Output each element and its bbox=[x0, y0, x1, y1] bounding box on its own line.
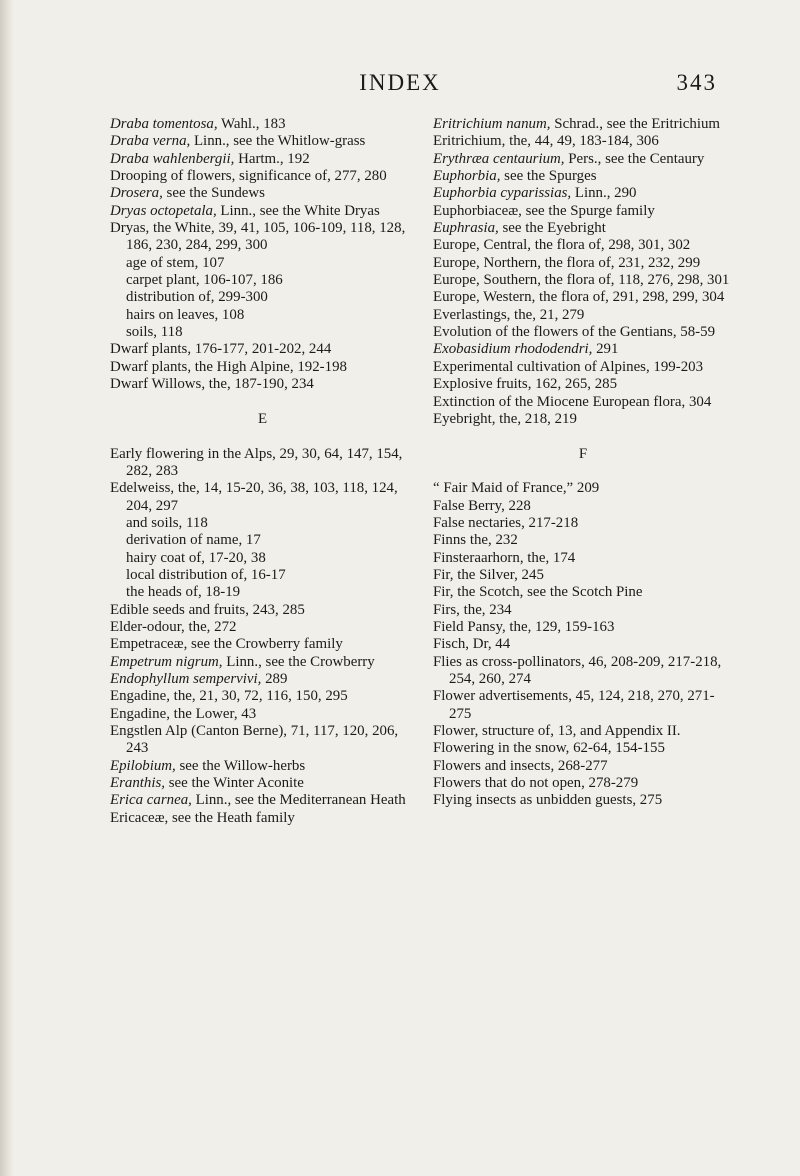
page-number: 343 bbox=[676, 70, 717, 95]
index-entry bbox=[433, 550, 733, 567]
entry-text: Linn., see the Whitlow-grass bbox=[190, 133, 366, 150]
entry-text: Evolution of the flowers of the Gentians, 58-59 bbox=[433, 324, 716, 341]
index-column-left bbox=[110, 116, 415, 827]
index-entry bbox=[433, 636, 733, 653]
entry-text: age of stem, 107 bbox=[126, 254, 225, 271]
entry-text: Ericaceæ, see the Heath family bbox=[110, 809, 295, 826]
index-entry bbox=[433, 394, 733, 411]
index-entry bbox=[433, 792, 733, 809]
entry-text: Early flowering in the Alps, 29, 30, 64, 147, 154, 282, 283 bbox=[110, 445, 403, 479]
index-subentry bbox=[110, 584, 415, 601]
index-entry bbox=[433, 619, 733, 636]
index-entry bbox=[433, 116, 733, 133]
entry-latin-name: Epilobium, bbox=[110, 757, 176, 774]
index-entry bbox=[110, 446, 415, 481]
entry-text: see the Sundews bbox=[162, 185, 265, 202]
entry-text: Europe, Western, the flora of, 291, 298, 299, 304 bbox=[433, 289, 725, 306]
index-entry bbox=[433, 168, 733, 185]
entry-text: Explosive fruits, 162, 265, 285 bbox=[433, 376, 618, 393]
entry-latin-name: Exobasidium rhododendri, bbox=[433, 341, 593, 358]
entry-text: soils, 118 bbox=[126, 324, 183, 341]
entry-text: Firs, the, 234 bbox=[433, 601, 512, 618]
entry-text: Europe, Northern, the flora of, 231, 232, 299 bbox=[433, 254, 701, 271]
index-entry bbox=[433, 688, 733, 723]
index-entry bbox=[110, 636, 415, 653]
entry-text: False Berry, 228 bbox=[433, 497, 531, 514]
index-entry bbox=[110, 341, 415, 358]
entry-text: Eyebright, the, 218, 219 bbox=[433, 410, 577, 427]
page-binding-shadow bbox=[0, 0, 14, 1176]
index-entry bbox=[110, 723, 415, 758]
entry-text: the heads of, 18-19 bbox=[126, 584, 241, 601]
spacer bbox=[433, 463, 733, 480]
entry-text: Schrad., see the Eritrichium bbox=[550, 116, 721, 132]
spacer bbox=[110, 428, 415, 445]
index-entry bbox=[433, 567, 733, 584]
index-subentry bbox=[110, 324, 415, 341]
entry-latin-name: Draba verna, bbox=[110, 133, 191, 150]
index-entry bbox=[110, 220, 415, 255]
entry-text: see the Spurges bbox=[500, 168, 597, 185]
index-entry bbox=[433, 775, 733, 792]
index-entry bbox=[110, 775, 415, 792]
entry-text: see the Willow-herbs bbox=[175, 757, 306, 774]
index-entry bbox=[433, 740, 733, 757]
entry-latin-name: Euphorbia, bbox=[433, 168, 501, 185]
entry-text: Dryas, the White, 39, 41, 105, 106-109, 118, 128, 186, 230, 284, 299, 300 bbox=[110, 220, 406, 254]
entry-text: Fir, the Silver, 245 bbox=[433, 566, 544, 583]
entry-text: False nectaries, 217-218 bbox=[433, 514, 579, 531]
entry-text: 289 bbox=[261, 671, 288, 687]
entry-latin-name: Erica carnea, bbox=[110, 792, 192, 809]
entry-text: Everlastings, the, 21, 279 bbox=[433, 306, 585, 323]
entry-text: Flowers and insects, 268-277 bbox=[433, 757, 608, 774]
index-entry bbox=[110, 654, 415, 671]
entry-text: distribution of, 299-300 bbox=[126, 289, 268, 306]
index-subentry bbox=[110, 532, 415, 549]
entry-text: Fisch, Dr, 44 bbox=[433, 636, 511, 653]
entry-text: Flower, structure of, 13, and Appendix II. bbox=[433, 723, 681, 740]
section-letter: F bbox=[578, 445, 588, 462]
entry-text: Extinction of the Miocene European flora, 304 bbox=[433, 393, 712, 410]
entry-text: Linn., see the Mediterranean Heath bbox=[191, 792, 406, 809]
index-entry bbox=[110, 706, 415, 723]
index-entry bbox=[433, 133, 733, 150]
index-entry bbox=[110, 480, 415, 515]
index-entry bbox=[433, 307, 733, 324]
entry-text: Wahl., 183 bbox=[217, 116, 286, 132]
index-subentry bbox=[110, 272, 415, 289]
entry-text: hairy coat of, 17-20, 38 bbox=[126, 549, 266, 566]
entry-text: see the Eyebright bbox=[498, 220, 606, 237]
entry-latin-name: Eritrichium nanum, bbox=[433, 116, 551, 132]
entry-text: Flies as cross-pollinators, 46, 208-209, 217-218, 254, 260, 274 bbox=[433, 653, 722, 687]
index-entry bbox=[110, 185, 415, 202]
index-entry bbox=[433, 480, 733, 497]
index-entry bbox=[110, 810, 415, 827]
entry-text: Finns the, 232 bbox=[433, 532, 518, 549]
entry-latin-name: Erythræa centaurium, bbox=[433, 150, 565, 167]
index-entry bbox=[110, 133, 415, 150]
entry-latin-name: Dryas octopetala, bbox=[110, 202, 217, 219]
entry-text: Dwarf Willows, the, 187-190, 234 bbox=[110, 376, 314, 393]
entry-text: Pers., see the Centaury bbox=[564, 150, 705, 167]
index-entry bbox=[110, 116, 415, 133]
entry-latin-name: Eranthis, bbox=[110, 775, 166, 792]
index-subentry bbox=[110, 567, 415, 584]
entry-text: Elder-odour, the, 272 bbox=[110, 618, 237, 635]
entry-text: and soils, 118 bbox=[126, 514, 208, 531]
entry-text: Dwarf plants, the High Alpine, 192-198 bbox=[110, 358, 347, 375]
entry-text: Drooping of flowers, significance of, 277, 280 bbox=[110, 168, 387, 185]
entry-text: Experimental cultivation of Alpines, 199-203 bbox=[433, 358, 704, 375]
index-subentry bbox=[110, 550, 415, 567]
index-entry bbox=[110, 359, 415, 376]
spacer bbox=[110, 394, 415, 411]
entry-latin-name: Empetrum nigrum, bbox=[110, 653, 223, 670]
index-entry bbox=[433, 237, 733, 254]
entry-text: carpet plant, 106-107, 186 bbox=[126, 272, 283, 289]
index-subentry bbox=[110, 307, 415, 324]
index-entry bbox=[110, 688, 415, 705]
entry-text: Europe, Southern, the flora of, 118, 276, 298, 301 bbox=[433, 272, 730, 289]
index-entry bbox=[433, 220, 733, 237]
entry-text: Fir, the Scotch, see the Scotch Pine bbox=[433, 584, 643, 601]
index-entry bbox=[433, 584, 733, 601]
index-entry bbox=[433, 723, 733, 740]
entry-text: Engstlen Alp (Canton Berne), 71, 117, 120, 206, 243 bbox=[110, 723, 399, 757]
entry-text: Edelweiss, the, 14, 15-20, 36, 38, 103, 118, 124, 204, 297 bbox=[110, 480, 398, 514]
index-entry bbox=[433, 758, 733, 775]
entry-text: Edible seeds and fruits, 243, 285 bbox=[110, 601, 305, 618]
entry-text: Finsteraarhorn, the, 174 bbox=[433, 549, 576, 566]
index-entry bbox=[433, 515, 733, 532]
entry-text: Flower advertisements, 45, 124, 218, 270, 271-275 bbox=[433, 688, 715, 722]
entry-text: Flowering in the snow, 62-64, 154-155 bbox=[433, 740, 665, 757]
entry-text: local distribution of, 16-17 bbox=[126, 566, 286, 583]
index-entry bbox=[433, 602, 733, 619]
entry-text: Europe, Central, the flora of, 298, 301, 302 bbox=[433, 237, 691, 254]
index-entry bbox=[433, 654, 733, 689]
index-entry bbox=[433, 359, 733, 376]
running-title: INDEX bbox=[359, 70, 441, 95]
index-entry bbox=[433, 272, 733, 289]
entry-text: Linn., see the White Dryas bbox=[216, 202, 380, 219]
entry-text: see the Winter Aconite bbox=[165, 775, 304, 792]
entry-text: Field Pansy, the, 129, 159-163 bbox=[433, 618, 615, 635]
entry-text: Empetraceæ, see the Crowberry family bbox=[110, 636, 343, 653]
index-entry bbox=[433, 289, 733, 306]
index-entry bbox=[433, 151, 733, 168]
index-entry bbox=[110, 758, 415, 775]
entry-text: Dwarf plants, 176-177, 201-202, 244 bbox=[110, 341, 332, 358]
entry-text: Linn., 290 bbox=[571, 185, 637, 202]
index-entry bbox=[433, 185, 733, 202]
entry-latin-name: Endophyllum sempervivi, bbox=[110, 671, 262, 687]
index-entry bbox=[110, 376, 415, 393]
index-subentry bbox=[110, 289, 415, 306]
entry-text: hairs on leaves, 108 bbox=[126, 306, 245, 323]
index-entry bbox=[433, 376, 733, 393]
index-entry bbox=[110, 792, 415, 809]
index-entry bbox=[110, 602, 415, 619]
entry-latin-name: Draba tomentosa, bbox=[110, 116, 218, 132]
section-letter: E bbox=[257, 410, 268, 427]
entry-text: Eritrichium, the, 44, 49, 183-184, 306 bbox=[433, 133, 659, 150]
index-entry bbox=[433, 203, 733, 220]
entry-text: Flying insects as unbidden guests, 275 bbox=[433, 792, 663, 809]
entry-latin-name: Euphrasia, bbox=[433, 220, 499, 237]
entry-latin-name: Euphorbia cyparissias, bbox=[433, 185, 572, 202]
entry-text: Engadine, the Lower, 43 bbox=[110, 705, 257, 722]
entry-latin-name: Draba wahlenbergii, bbox=[110, 150, 235, 167]
index-entry bbox=[110, 151, 415, 168]
entry-text: Flowers that do not open, 278-279 bbox=[433, 775, 639, 792]
index-subentry bbox=[110, 515, 415, 532]
index-entry bbox=[433, 532, 733, 549]
index-entry bbox=[110, 203, 415, 220]
entry-text: “ Fair Maid of France,” 209 bbox=[433, 480, 600, 497]
index-entry bbox=[110, 168, 415, 185]
index-entry bbox=[433, 255, 733, 272]
entry-text: Hartm., 192 bbox=[234, 150, 310, 167]
entry-text: Euphorbiaceæ, see the Spurge family bbox=[433, 202, 655, 219]
entry-latin-name: Drosera, bbox=[110, 185, 163, 202]
index-entry bbox=[110, 671, 415, 688]
entry-text: Engadine, the, 21, 30, 72, 116, 150, 295 bbox=[110, 688, 348, 705]
page-header bbox=[0, 70, 800, 100]
index-entry bbox=[433, 411, 733, 428]
index-entry bbox=[433, 498, 733, 515]
entry-text: derivation of name, 17 bbox=[126, 532, 261, 549]
index-entry bbox=[110, 619, 415, 636]
index-entry bbox=[433, 324, 733, 341]
entry-text: 291 bbox=[592, 341, 619, 358]
index-subentry bbox=[110, 255, 415, 272]
index-entry bbox=[433, 341, 733, 358]
index-column-right bbox=[433, 116, 733, 810]
entry-text: Linn., see the Crowberry bbox=[222, 653, 375, 670]
spacer bbox=[433, 428, 733, 445]
